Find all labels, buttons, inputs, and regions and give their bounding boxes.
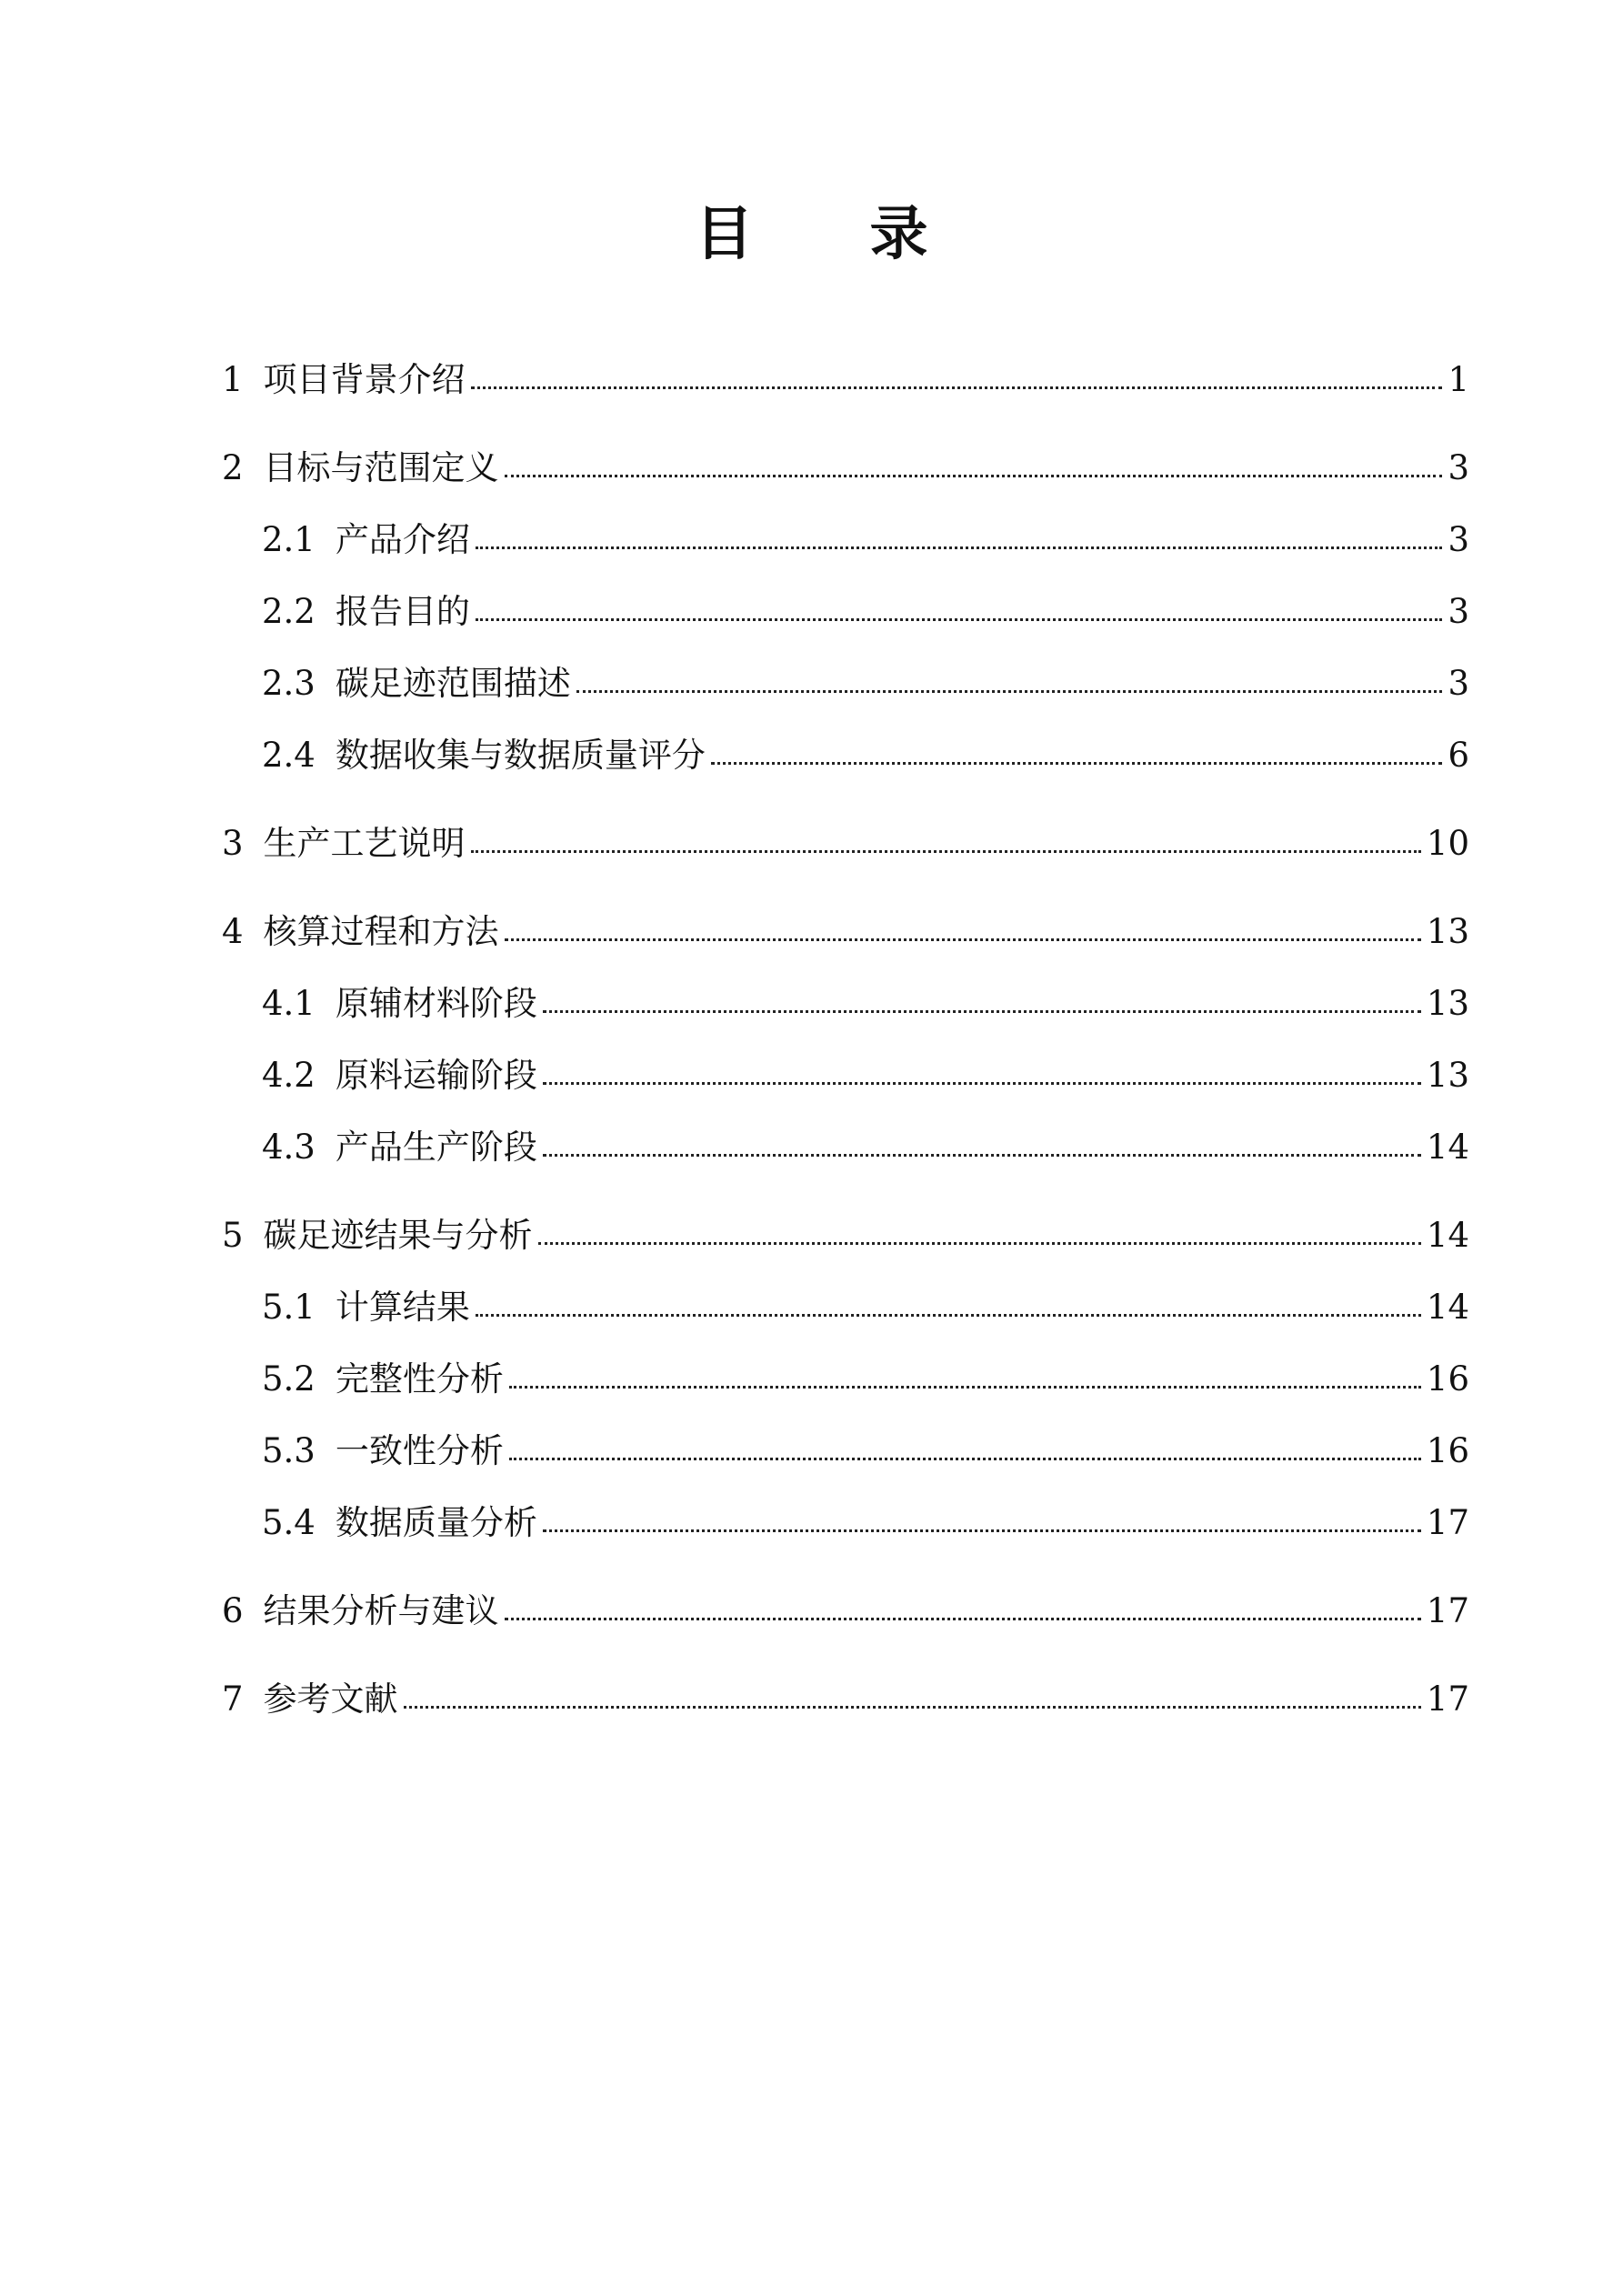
toc-entry-page-number: 1	[1448, 360, 1469, 399]
toc-entry-label: 生产工艺说明	[263, 824, 466, 863]
toc-entry-section[interactable]	[222, 968, 1469, 1039]
toc-entry-number: 5.4	[262, 1503, 316, 1542]
toc-entry-page-number: 17	[1426, 1591, 1469, 1630]
toc-entry-number: 1	[222, 360, 244, 399]
toc-entry-section[interactable]	[222, 1487, 1469, 1559]
dot-leader	[476, 1305, 1421, 1317]
dot-leader	[509, 1449, 1421, 1460]
toc-entry-page-number: 6	[1448, 736, 1469, 775]
toc-entry-section[interactable]	[222, 504, 1469, 576]
dot-leader	[505, 929, 1421, 941]
toc-entry-number: 2	[222, 448, 244, 487]
toc-entry-label: 数据质量分析	[335, 1503, 537, 1542]
toc-entry-label: 碳足迹范围描述	[335, 664, 571, 703]
toc-entry-section[interactable]	[222, 647, 1469, 719]
toc-entry-section[interactable]	[222, 1271, 1469, 1343]
toc-entry-number: 2.1	[262, 520, 316, 559]
toc-entry-label: 参考文献	[263, 1679, 398, 1719]
toc-entry-label: 原料运输阶段	[335, 1056, 537, 1095]
toc-entry-page-number: 14	[1426, 1288, 1469, 1327]
dot-leader	[543, 1001, 1421, 1013]
toc-entry-page-number: 10	[1426, 824, 1469, 863]
dot-leader	[538, 1233, 1421, 1245]
toc-entry-chapter[interactable]	[222, 896, 1469, 968]
dot-leader	[404, 1697, 1421, 1709]
toc-entry-label: 原辅材料阶段	[335, 984, 537, 1023]
toc-entry-number: 2.4	[262, 736, 316, 775]
toc-entry-chapter[interactable]	[222, 1199, 1469, 1271]
toc-entry-number: 5	[222, 1216, 244, 1255]
toc-entry-chapter[interactable]	[222, 432, 1469, 504]
toc-entry-chapter[interactable]	[222, 1663, 1469, 1735]
toc-entry-page-number: 17	[1426, 1503, 1469, 1542]
dot-leader	[543, 1145, 1421, 1157]
toc-entry-number: 5.2	[262, 1359, 316, 1399]
dot-leader	[505, 1609, 1421, 1620]
toc-entry-page-number: 3	[1448, 592, 1469, 631]
toc-entry-number: 5.3	[262, 1431, 316, 1470]
toc-entry-label: 目标与范围定义	[263, 448, 499, 487]
toc-entry-page-number: 3	[1448, 448, 1469, 487]
toc-entry-page-number: 3	[1448, 664, 1469, 703]
toc-entry-section[interactable]	[222, 576, 1469, 647]
dot-leader	[543, 1520, 1421, 1532]
toc-entry-number: 5.1	[262, 1288, 316, 1327]
toc-entry-label: 报告目的	[335, 592, 470, 631]
toc-entry-page-number: 3	[1448, 520, 1469, 559]
dot-leader	[471, 377, 1443, 389]
toc-entry-number: 4	[222, 912, 244, 951]
toc-entry-number: 7	[222, 1679, 244, 1719]
toc-entry-page-number: 16	[1426, 1431, 1469, 1470]
toc-entry-number: 4.1	[262, 984, 316, 1023]
toc-entry-number: 6	[222, 1591, 244, 1630]
toc-entry-label: 核算过程和方法	[263, 912, 499, 951]
dot-leader	[509, 1377, 1421, 1389]
toc-entry-label: 计算结果	[335, 1288, 470, 1327]
toc-entry-page-number: 14	[1426, 1216, 1469, 1255]
toc-entry-section[interactable]	[222, 719, 1469, 791]
toc-entry-label: 项目背景介绍	[263, 360, 466, 399]
dot-leader	[711, 753, 1443, 765]
toc-entry-section[interactable]	[222, 1111, 1469, 1183]
toc-entry-chapter[interactable]	[222, 807, 1469, 879]
toc-entry-label: 产品生产阶段	[335, 1128, 537, 1167]
toc-entry-page-number: 13	[1426, 1056, 1469, 1095]
toc-title: 目 录	[695, 200, 957, 268]
toc-entry-label: 一致性分析	[335, 1431, 504, 1470]
toc-entry-section[interactable]	[222, 1039, 1469, 1111]
dot-leader	[476, 609, 1443, 621]
toc-entry-page-number: 14	[1426, 1128, 1469, 1167]
toc-entry-number: 3	[222, 824, 244, 863]
toc-entry-label: 碳足迹结果与分析	[263, 1216, 533, 1255]
dot-leader	[505, 466, 1443, 477]
toc-entry-label: 产品介绍	[335, 520, 470, 559]
dot-leader	[471, 841, 1421, 853]
toc-entry-label: 结果分析与建议	[263, 1591, 499, 1630]
toc-entry-page-number: 16	[1426, 1359, 1469, 1399]
toc-entry-number: 2.2	[262, 592, 316, 631]
dot-leader	[576, 681, 1443, 693]
toc-entry-number: 4.3	[262, 1128, 316, 1167]
toc-entry-page-number: 13	[1426, 984, 1469, 1023]
toc-entry-label: 完整性分析	[335, 1359, 504, 1399]
dot-leader	[476, 537, 1443, 549]
toc-entry-section[interactable]	[222, 1343, 1469, 1415]
toc-entry-number: 4.2	[262, 1056, 316, 1095]
dot-leader	[543, 1073, 1421, 1085]
toc-entry-page-number: 17	[1426, 1679, 1469, 1719]
toc-entry-section[interactable]	[222, 1415, 1469, 1487]
toc-entry-number: 2.3	[262, 664, 316, 703]
toc-entry-label: 数据收集与数据质量评分	[335, 736, 706, 775]
toc-entry-chapter[interactable]	[222, 1575, 1469, 1647]
toc-list	[222, 344, 1469, 1735]
toc-entry-page-number: 13	[1426, 912, 1469, 951]
toc-entry-chapter[interactable]	[222, 344, 1469, 416]
